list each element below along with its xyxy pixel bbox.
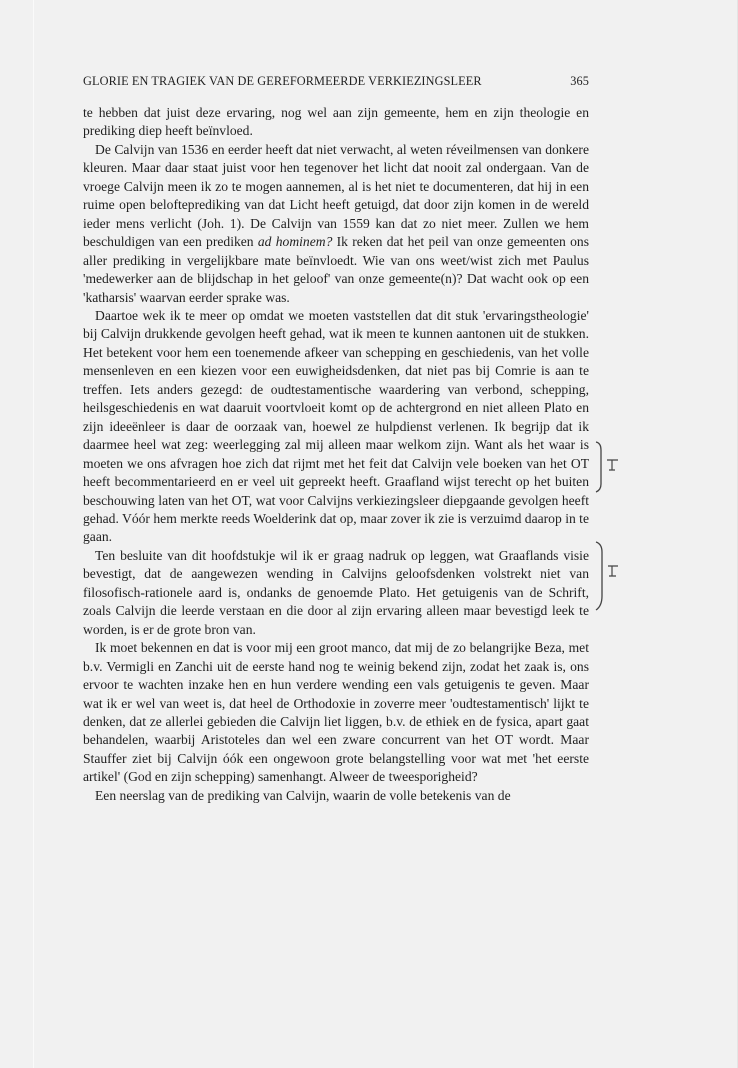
handwritten-margin-bracket-2 xyxy=(594,540,622,612)
paragraph-4: Ten besluite van dit hoofdstukje wil ik er graag nadruk op leggen, wat Graaflands visie bevestigt, dat de aangewezen wending in Calvijns geloofsdenken volstrekt niet van filosofisch-rationele aard is, ondanks de genoemde Plato. Het getuigenis van de Schrift, zoals Calvijn die leerde verstaan en die door al zijn ervaring alleen maar bevestigd leek te worden, is er de grote bron van. xyxy=(83,547,589,637)
body-text xyxy=(83,104,589,805)
binding-edge xyxy=(33,0,34,1068)
paragraph-5: Ik moet bekennen en dat is voor mij een groot manco, dat mij de zo belangrijke Beza, met b.v. Vermigli en Zanchi uit de eerste hand nog te weinig bekend zijn, zodat het zaak is, ons ervoor te wachten inzake hen en hun verdere wending een vals getuigenis te geven. Maar wat ik er wel van weet is, dat heel de Orthodoxie in zoverre meer 'oudtestamentisch' lijkt te denken, dat ze allerlei gebieden die Calvijn liet liggen, b.v. de ethiek en de fysica, apart gaat behandelen, waarbij Aristoteles dan wel een zware concurrent van het OT wordt. Maar Stauffer ziet bij Calvijn óók een ongewoon grote belangstelling voor wat met 'het eerste artikel' (God en zijn schepping) samenhangt. Alweer de tweesporigheid? xyxy=(83,640,589,785)
paragraph-2-start: De Calvijn van 1536 en eerder heeft dat niet verwacht, al weten réveilmensen van donkere kleuren. Maar daar staat juist voor hen tegenover het licht dat nooit zal ondergaan. Van de vroege Calvijn meen ik zo te mogen aannemen, al is het niet te documenteren, dat hij in een ruime open belofteprediking van dat Licht heeft getuigd, dat door zijn komen in de wereld ieder mens verlicht (Joh. 1). De Calvijn van 1559 kan dat zo niet meer. Zullen we hem beschuldigen van een prediken xyxy=(83,141,589,250)
paragraph-6: Een neerslag van de prediking van Calvijn, waarin de volle betekenis van de xyxy=(95,787,511,803)
paragraph-3: Daartoe wek ik te meer op omdat we moeten vaststellen dat dit stuk 'ervaringstheologie' bij Calvijn drukkende gevolgen heeft gehad, wat ik meen te kunnen aantonen uit de stukken. Het betekent voor hem een toenemende afkeer van schepping en geschiedenis, van het volle mensenleven en een kiezen voor een euwigheidsdenken, dat niet pas bij Comrie is aan te treffen. Iets anders gezegd: de oudtestamentische waardering van verbond, schepping, heilsgeschiedenis en wat daaruit voortvloeit komt op de achtergrond en niet alleen Plato en zijn ideeënleer is daar de oorzaak van, hoewel ze hulpdienst verlenen. Ik begrijp dat ik daarmee heel wat zeg: weerlegging zal mij alleen maar welkom zijn. Want als het waar is moeten we ons afvragen hoe zich dat rijmt met het feit dat Calvijn vele boeken van het OT heeft becommentarieerd en er veel uit gepreekt heeft. Graafland wijst terecht op het buiten beschouwing laten van het OT, wat voor Calvijns verkiezingsleer diepgaande gevolgen heeft gehad. Vóór hem merkte reeds Woelderink dat op, maar zover ik zie is verzuimd daarop in te gaan. xyxy=(83,307,589,545)
paragraph-2-end: Ik reken dat het peil van onze gemeenten ons aller prediking in vergelijkbare mate beïnvloedt. Wie van ons weet/wist zich met Paulus 'medewerker aan de blijdschap in het geloof' van onze gemeente(n)? Dat wacht ook op een 'katharsis' waarvan eerder sprake was. xyxy=(83,234,589,305)
handwritten-margin-bracket-1 xyxy=(594,440,622,496)
running-header-title: GLORIE EN TRAGIEK VAN DE GEREFORMEERDE VERKIEZINGSLEER xyxy=(83,74,482,88)
page-number: 365 xyxy=(570,74,589,88)
running-header xyxy=(83,74,589,89)
paragraph-2-emphasis: ad hominem? xyxy=(257,234,333,250)
paragraph-2 xyxy=(83,141,589,307)
paragraph-1: te hebben dat juist deze ervaring, nog wel aan zijn gemeente, hem en zijn theologie en prediking diep heeft beïnvloed. xyxy=(83,105,589,139)
